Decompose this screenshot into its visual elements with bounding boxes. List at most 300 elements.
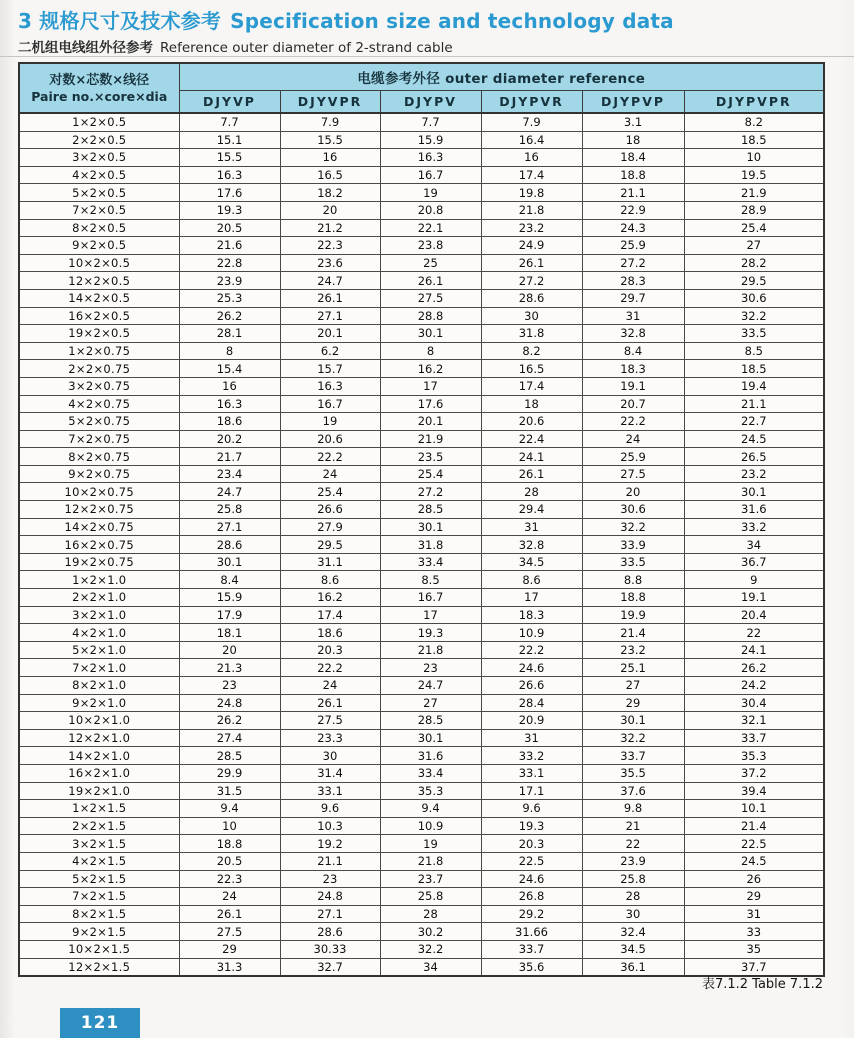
cell-value: 17.4 [481, 377, 582, 395]
table-row [19, 483, 824, 501]
row-label: 10×2×0.75 [19, 483, 179, 501]
cell-value: 26.2 [684, 659, 824, 677]
row-label: 14×2×0.5 [19, 289, 179, 307]
cell-value: 30 [280, 747, 380, 765]
cell-value: 26.5 [684, 448, 824, 466]
cell-value: 21.7 [179, 448, 280, 466]
cell-value: 30.6 [684, 289, 824, 307]
cell-value: 29.4 [481, 501, 582, 519]
table-row [19, 219, 824, 237]
cell-value: 17.4 [481, 166, 582, 184]
row-label: 3×2×1.5 [19, 835, 179, 853]
cell-value: 27.1 [179, 518, 280, 536]
cell-value: 24 [582, 430, 684, 448]
cell-value: 15.5 [280, 131, 380, 149]
cell-value: 25.8 [582, 870, 684, 888]
row-label: 12×2×1.0 [19, 729, 179, 747]
cell-value: 17 [380, 606, 481, 624]
cell-value: 18.8 [179, 835, 280, 853]
cell-value: 29.5 [280, 536, 380, 554]
row-label: 16×2×0.75 [19, 536, 179, 554]
cell-value: 28 [481, 483, 582, 501]
cell-value: 32.8 [582, 325, 684, 343]
cell-value: 21.1 [684, 395, 824, 413]
cell-value: 27.1 [280, 307, 380, 325]
cell-value: 7.7 [179, 113, 280, 131]
cell-value: 9 [684, 571, 824, 589]
table-row [19, 835, 824, 853]
cell-value: 19.3 [481, 817, 582, 835]
cell-value: 20.5 [179, 219, 280, 237]
table-row [19, 166, 824, 184]
row-label: 12×2×1.5 [19, 958, 179, 976]
cell-value: 23.3 [280, 729, 380, 747]
table-row [19, 905, 824, 923]
table-row [19, 237, 824, 255]
cell-value: 17.9 [179, 606, 280, 624]
cell-value: 21.3 [179, 659, 280, 677]
cell-value: 33.1 [280, 782, 380, 800]
cell-value: 9.6 [481, 800, 582, 818]
cell-value: 32.7 [280, 958, 380, 976]
cell-value: 31 [481, 518, 582, 536]
cell-value: 22.2 [280, 659, 380, 677]
cell-value: 20.5 [179, 852, 280, 870]
cell-value: 26.2 [179, 712, 280, 730]
cell-value: 30.33 [280, 940, 380, 958]
cell-value: 15.7 [280, 360, 380, 378]
cell-value: 18.4 [582, 149, 684, 167]
table-row [19, 377, 824, 395]
cell-value: 3.1 [582, 113, 684, 131]
cell-value: 37.2 [684, 764, 824, 782]
cell-value: 24.6 [481, 870, 582, 888]
cell-value: 30.4 [684, 694, 824, 712]
cell-value: 23.2 [684, 465, 824, 483]
cell-value: 16 [481, 149, 582, 167]
cell-value: 24.8 [179, 694, 280, 712]
cell-value: 31.3 [179, 958, 280, 976]
cell-value: 33.1 [481, 764, 582, 782]
cell-value: 8.6 [481, 571, 582, 589]
divider-line [0, 56, 854, 57]
row-label: 5×2×1.0 [19, 641, 179, 659]
cell-value: 28.3 [582, 272, 684, 290]
cell-value: 27.9 [280, 518, 380, 536]
cell-value: 22.2 [280, 448, 380, 466]
table-row [19, 201, 824, 219]
table-row [19, 254, 824, 272]
row-label: 8×2×0.75 [19, 448, 179, 466]
row-label: 8×2×1.5 [19, 905, 179, 923]
table-row [19, 307, 824, 325]
cell-value: 16.5 [481, 360, 582, 378]
cell-value: 16.2 [380, 360, 481, 378]
cell-value: 30.6 [582, 501, 684, 519]
cell-value: 28.8 [380, 307, 481, 325]
row-label: 9×2×1.5 [19, 923, 179, 941]
cell-value: 17.6 [179, 184, 280, 202]
page-title-zh: 3 规格尺寸及技术参考 [18, 9, 222, 33]
cell-value: 28.6 [280, 923, 380, 941]
cell-value: 8.6 [280, 571, 380, 589]
cell-value: 10 [179, 817, 280, 835]
page-number-badge [60, 1008, 140, 1038]
cell-value: 30 [582, 905, 684, 923]
cell-value: 29.2 [481, 905, 582, 923]
cell-value: 31.6 [684, 501, 824, 519]
cell-value: 33.9 [582, 536, 684, 554]
cell-value: 29 [582, 694, 684, 712]
cell-value: 22.8 [179, 254, 280, 272]
cell-value: 20 [582, 483, 684, 501]
cell-value: 22.2 [481, 641, 582, 659]
cell-value: 18.6 [280, 624, 380, 642]
cell-value: 28.6 [179, 536, 280, 554]
table-row [19, 272, 824, 290]
row-label: 12×2×0.5 [19, 272, 179, 290]
cell-value: 33.7 [684, 729, 824, 747]
row-label: 8×2×1.0 [19, 677, 179, 695]
table-row [19, 852, 824, 870]
page-number: 121 [80, 1013, 120, 1033]
cell-value: 35.3 [684, 747, 824, 765]
row-label: 10×2×1.5 [19, 940, 179, 958]
cell-value: 24.8 [280, 888, 380, 906]
row-label: 2×2×1.5 [19, 817, 179, 835]
cell-value: 27.5 [280, 712, 380, 730]
table-row [19, 448, 824, 466]
cell-value: 29 [684, 888, 824, 906]
cell-value: 23.9 [582, 852, 684, 870]
cell-value: 30.1 [380, 729, 481, 747]
page-subtitle [18, 36, 453, 56]
cell-value: 9.8 [582, 800, 684, 818]
cell-value: 29.9 [179, 764, 280, 782]
cell-value: 22.2 [582, 413, 684, 431]
table-row [19, 923, 824, 941]
cell-value: 28.9 [684, 201, 824, 219]
cell-value: 22 [582, 835, 684, 853]
cell-value: 35.5 [582, 764, 684, 782]
cell-value: 18.6 [179, 413, 280, 431]
row-label-header-zh: 对数×芯数×线径 [49, 72, 150, 88]
cell-value: 33 [684, 923, 824, 941]
row-label: 19×2×1.0 [19, 782, 179, 800]
cell-value: 17.4 [280, 606, 380, 624]
table-row [19, 817, 824, 835]
table-row [19, 553, 824, 571]
cell-value: 19.9 [582, 606, 684, 624]
cell-value: 28.5 [179, 747, 280, 765]
row-label: 19×2×0.75 [19, 553, 179, 571]
cell-value: 30.1 [380, 325, 481, 343]
table-row [19, 113, 824, 131]
column-header-djyvpr: DJYVPR [280, 91, 380, 114]
cell-value: 24.2 [684, 677, 824, 695]
cell-value: 25.3 [179, 289, 280, 307]
cell-value: 21.4 [684, 817, 824, 835]
table-row [19, 342, 824, 360]
cell-value: 16.3 [179, 395, 280, 413]
table-row [19, 518, 824, 536]
cell-value: 32.2 [380, 940, 481, 958]
cell-value: 10.9 [380, 817, 481, 835]
cell-value: 32.8 [481, 536, 582, 554]
table-row [19, 289, 824, 307]
cell-value: 16.3 [179, 166, 280, 184]
cell-value: 27.5 [179, 923, 280, 941]
cell-value: 24.5 [684, 430, 824, 448]
row-label: 9×2×0.75 [19, 465, 179, 483]
cell-value: 30.1 [380, 518, 481, 536]
cell-value: 10.3 [280, 817, 380, 835]
row-label: 4×2×0.5 [19, 166, 179, 184]
cell-value: 23.9 [179, 272, 280, 290]
row-label: 10×2×0.5 [19, 254, 179, 272]
row-label: 1×2×1.0 [19, 571, 179, 589]
cell-value: 10.1 [684, 800, 824, 818]
cell-value: 24.7 [380, 677, 481, 695]
row-label: 2×2×0.5 [19, 131, 179, 149]
cell-value: 26.1 [280, 289, 380, 307]
cell-value: 20 [179, 641, 280, 659]
row-label: 5×2×0.75 [19, 413, 179, 431]
cell-value: 16.5 [280, 166, 380, 184]
cell-value: 31 [582, 307, 684, 325]
cell-value: 20.2 [179, 430, 280, 448]
cell-value: 18 [481, 395, 582, 413]
cell-value: 8.5 [684, 342, 824, 360]
cell-value: 39.4 [684, 782, 824, 800]
cell-value: 31.5 [179, 782, 280, 800]
row-label: 16×2×1.0 [19, 764, 179, 782]
cell-value: 7.7 [380, 113, 481, 131]
cell-value: 24.3 [582, 219, 684, 237]
cell-value: 31.66 [481, 923, 582, 941]
cell-value: 8.8 [582, 571, 684, 589]
cell-value: 32.2 [684, 307, 824, 325]
cell-value: 8.4 [582, 342, 684, 360]
table-row [19, 940, 824, 958]
cell-value: 16.7 [380, 589, 481, 607]
cell-value: 21.8 [481, 201, 582, 219]
cell-value: 19.3 [380, 624, 481, 642]
cell-value: 34.5 [582, 940, 684, 958]
cell-value: 19.3 [179, 201, 280, 219]
cell-value: 35.3 [380, 782, 481, 800]
cell-value: 20.6 [280, 430, 380, 448]
cell-value: 36.7 [684, 553, 824, 571]
cell-value: 20.6 [481, 413, 582, 431]
row-label: 7×2×1.5 [19, 888, 179, 906]
cell-value: 30.2 [380, 923, 481, 941]
cell-value: 20.9 [481, 712, 582, 730]
table-row [19, 641, 824, 659]
cell-value: 25.4 [380, 465, 481, 483]
row-label: 4×2×0.75 [19, 395, 179, 413]
table-row [19, 659, 824, 677]
table-row [19, 536, 824, 554]
row-label: 14×2×0.75 [19, 518, 179, 536]
cell-value: 22.1 [380, 219, 481, 237]
cell-value: 16.2 [280, 589, 380, 607]
row-label: 3×2×1.0 [19, 606, 179, 624]
cell-value: 8.2 [684, 113, 824, 131]
table-row [19, 888, 824, 906]
cell-value: 23.5 [380, 448, 481, 466]
table-row [19, 747, 824, 765]
cell-value: 19.1 [582, 377, 684, 395]
cell-value: 28.1 [179, 325, 280, 343]
cell-value: 28.2 [684, 254, 824, 272]
cell-value: 22.4 [481, 430, 582, 448]
cell-value: 20.3 [481, 835, 582, 853]
row-label: 1×2×1.5 [19, 800, 179, 818]
row-label: 2×2×1.0 [19, 589, 179, 607]
cell-value: 22.5 [481, 852, 582, 870]
cell-value: 34.5 [481, 553, 582, 571]
column-header-djypvr: DJYPVR [481, 91, 582, 114]
page-title [18, 5, 674, 34]
cell-value: 32.2 [582, 518, 684, 536]
cell-value: 29 [179, 940, 280, 958]
table-body [19, 113, 824, 976]
table-row [19, 870, 824, 888]
row-label: 10×2×1.0 [19, 712, 179, 730]
row-label: 3×2×0.75 [19, 377, 179, 395]
cell-value: 26.1 [481, 465, 582, 483]
table-row [19, 430, 824, 448]
cell-value: 30.1 [179, 553, 280, 571]
cell-value: 37.6 [582, 782, 684, 800]
cell-value: 25.4 [684, 219, 824, 237]
cell-value: 21.9 [684, 184, 824, 202]
cell-value: 20.1 [380, 413, 481, 431]
cell-value: 19.4 [684, 377, 824, 395]
table-row [19, 395, 824, 413]
cell-value: 27 [380, 694, 481, 712]
cell-value: 21.8 [380, 852, 481, 870]
cell-value: 20 [280, 201, 380, 219]
row-label-header-en: Paire no.×core×dia [31, 88, 168, 104]
row-label: 9×2×1.0 [19, 694, 179, 712]
cell-value: 28.5 [380, 712, 481, 730]
cell-value: 7.9 [280, 113, 380, 131]
table-row [19, 764, 824, 782]
table-row [19, 606, 824, 624]
cell-value: 21.8 [380, 641, 481, 659]
cell-value: 17 [481, 589, 582, 607]
cell-value: 18.3 [481, 606, 582, 624]
table-row [19, 712, 824, 730]
table-row [19, 465, 824, 483]
cell-value: 22.5 [684, 835, 824, 853]
cell-value: 18.5 [684, 360, 824, 378]
cell-value: 23 [179, 677, 280, 695]
cell-value: 36.1 [582, 958, 684, 976]
cell-value: 26.8 [481, 888, 582, 906]
cell-value: 25.8 [179, 501, 280, 519]
row-label: 4×2×1.0 [19, 624, 179, 642]
page-subtitle-zh: 二机组电线组外径参考 [18, 40, 153, 56]
cell-value: 26.1 [280, 694, 380, 712]
cell-value: 24 [280, 677, 380, 695]
cell-value: 7.9 [481, 113, 582, 131]
cell-value: 23 [280, 870, 380, 888]
table-row [19, 677, 824, 695]
cell-value: 33.5 [582, 553, 684, 571]
cell-value: 28 [380, 905, 481, 923]
row-label: 7×2×1.0 [19, 659, 179, 677]
cell-value: 21.6 [179, 237, 280, 255]
cell-value: 16.3 [380, 149, 481, 167]
cell-value: 22.7 [684, 413, 824, 431]
row-label: 14×2×1.0 [19, 747, 179, 765]
cell-value: 23.2 [582, 641, 684, 659]
cell-value: 33.4 [380, 553, 481, 571]
cell-value: 8.2 [481, 342, 582, 360]
spec-table [18, 62, 825, 977]
table-row [19, 571, 824, 589]
cell-value: 16.4 [481, 131, 582, 149]
cell-value: 33.7 [582, 747, 684, 765]
cell-value: 28 [582, 888, 684, 906]
cell-value: 25.1 [582, 659, 684, 677]
cell-value: 16.7 [280, 395, 380, 413]
table-row [19, 624, 824, 642]
cell-value: 31.8 [380, 536, 481, 554]
column-header-djypvp: DJYPVP [582, 91, 684, 114]
cell-value: 31.8 [481, 325, 582, 343]
cell-value: 30 [481, 307, 582, 325]
table-row [19, 782, 824, 800]
cell-value: 20.3 [280, 641, 380, 659]
cell-value: 15.5 [179, 149, 280, 167]
cell-value: 19 [380, 184, 481, 202]
cell-value: 18.2 [280, 184, 380, 202]
row-label: 12×2×0.75 [19, 501, 179, 519]
cell-value: 17 [380, 377, 481, 395]
cell-value: 26.6 [481, 677, 582, 695]
cell-value: 31.4 [280, 764, 380, 782]
table-row [19, 501, 824, 519]
row-label: 5×2×1.5 [19, 870, 179, 888]
cell-value: 27.4 [179, 729, 280, 747]
table-row [19, 131, 824, 149]
cell-value: 18.1 [179, 624, 280, 642]
cell-value: 29.7 [582, 289, 684, 307]
group-header-row [19, 63, 824, 91]
cell-value: 26.1 [481, 254, 582, 272]
table-row [19, 694, 824, 712]
cell-value: 23 [380, 659, 481, 677]
cell-value: 31 [684, 905, 824, 923]
table-row [19, 729, 824, 747]
cell-value: 25.8 [380, 888, 481, 906]
cell-value: 20.1 [280, 325, 380, 343]
cell-value: 21.1 [280, 852, 380, 870]
cell-value: 27.5 [380, 289, 481, 307]
cell-value: 24.9 [481, 237, 582, 255]
cell-value: 21.4 [582, 624, 684, 642]
cell-value: 18.8 [582, 589, 684, 607]
row-label: 5×2×0.5 [19, 184, 179, 202]
cell-value: 18.3 [582, 360, 684, 378]
cell-value: 24.1 [684, 641, 824, 659]
cell-value: 23.4 [179, 465, 280, 483]
cell-value: 33.5 [684, 325, 824, 343]
